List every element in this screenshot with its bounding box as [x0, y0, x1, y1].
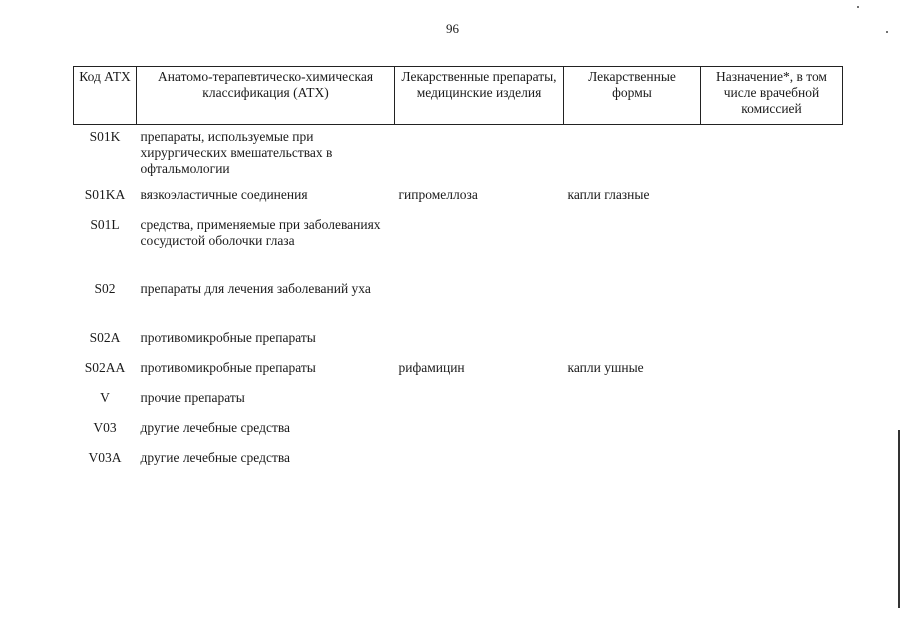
- page-number: 96: [446, 21, 459, 36]
- cell-code: V03: [93, 420, 117, 435]
- cell-classification: препараты, используемые при хирургических вмешательствах в офтальмологии: [140, 129, 333, 176]
- header-code: Код АТХ: [74, 67, 137, 125]
- cell-form: [564, 330, 701, 360]
- cell-note: [701, 187, 843, 217]
- cell-classification: средства, применяемые при заболеваниях сосудистой оболочки глаза: [140, 217, 381, 248]
- cell-form: [564, 390, 701, 420]
- table-row: [74, 217, 843, 281]
- cell-drug: [395, 390, 564, 420]
- cell-note: [701, 450, 843, 480]
- table-row: [74, 420, 843, 450]
- cell-classification: прочие препараты: [140, 390, 245, 405]
- cell-note: [701, 217, 843, 281]
- cell-form: капли ушные: [567, 360, 644, 375]
- cell-classification: другие лечебные средства: [140, 420, 291, 435]
- cell-classification: вязкоэластичные соединения: [140, 187, 308, 202]
- cell-classification: препараты для лечения заболеваний уха: [140, 281, 371, 296]
- table-row: [74, 330, 843, 360]
- cell-note: [701, 390, 843, 420]
- header-drugs: Лекарственные препараты, медицинские изделия: [395, 67, 564, 125]
- scan-speck: [857, 6, 859, 8]
- cell-note: [701, 360, 843, 390]
- cell-code: S01K: [89, 129, 121, 144]
- header-purpose: Назначение*, в том числе врачебной комиссией: [701, 67, 843, 125]
- cell-code: S01KA: [84, 187, 126, 202]
- cell-note: [701, 420, 843, 450]
- scan-edge-line: [898, 430, 900, 608]
- cell-form: [564, 420, 701, 450]
- scan-speck: [886, 31, 888, 33]
- cell-code: V: [100, 390, 110, 405]
- cell-drug: [395, 217, 564, 281]
- cell-drug: рифамицин: [398, 360, 465, 375]
- cell-note: [701, 281, 843, 330]
- cell-note: [701, 330, 843, 360]
- atx-table: [73, 66, 843, 480]
- cell-drug: [395, 281, 564, 330]
- cell-note: [701, 125, 843, 188]
- cell-drug: [395, 125, 564, 188]
- header-forms: Лекарственные формы: [564, 67, 701, 125]
- cell-form: [564, 450, 701, 480]
- cell-code: S02A: [89, 330, 121, 345]
- cell-code: V03A: [88, 450, 122, 465]
- header-classification: Анатомо-терапевтическо-химическая классификация (АТХ): [137, 67, 395, 125]
- table-row: [74, 360, 843, 390]
- cell-drug: [395, 330, 564, 360]
- cell-classification: противомикробные препараты: [140, 330, 316, 345]
- cell-code: S02AA: [84, 360, 126, 375]
- table-row: [74, 450, 843, 480]
- cell-code: S02: [94, 281, 116, 296]
- table-row: [74, 125, 843, 188]
- cell-drug: [395, 420, 564, 450]
- cell-code: S01L: [90, 217, 120, 232]
- table-row: [74, 390, 843, 420]
- table-row: [74, 281, 843, 330]
- table-header-row: [74, 67, 843, 125]
- cell-classification: другие лечебные средства: [140, 450, 291, 465]
- cell-form: капли глазные: [567, 187, 650, 202]
- cell-form: [564, 217, 701, 281]
- cell-drug: гипромеллоза: [398, 187, 478, 202]
- cell-drug: [395, 450, 564, 480]
- cell-classification: противомикробные препараты: [140, 360, 316, 375]
- cell-form: [564, 125, 701, 188]
- table-row: [74, 187, 843, 217]
- cell-form: [564, 281, 701, 330]
